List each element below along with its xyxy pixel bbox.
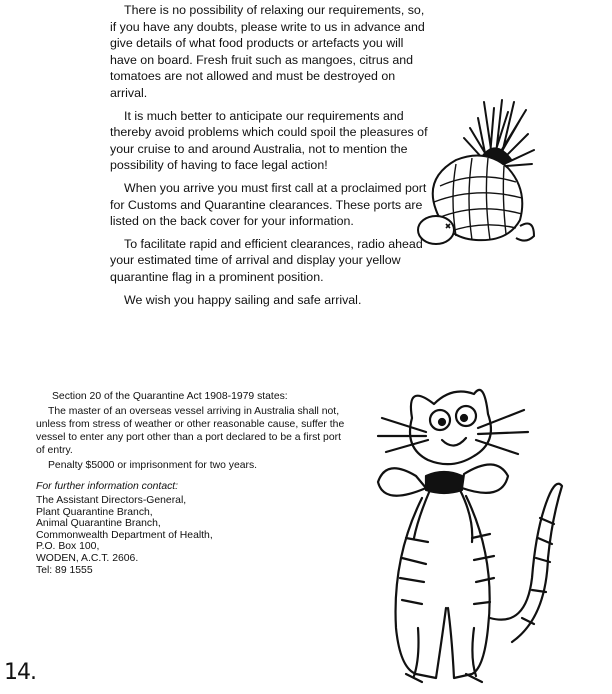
- paragraph-radio: To facilitate rapid and efficient clearances, radio ahead your estimated time of arrival and display your yellow quarantine flag in a prominent position.: [110, 236, 423, 284]
- paragraph-requirements: There is no possibility of relaxing our requirements, so, if you have any doubts, please write to us in advance and give details of what food products or artefacts you will have on board. Fresh fruit such as mangoes, citrus and tomatoes are not allowed and must be destroyed on arrival.: [110, 3, 425, 100]
- contact-line: The Assistant Directors-General,: [36, 495, 187, 506]
- contact-line: WODEN, A.C.T. 2606.: [36, 552, 139, 564]
- cat-with-bow-icon: [356, 378, 566, 688]
- paragraph-farewell: We wish you happy sailing and safe arrival.: [124, 292, 362, 307]
- notice-block: [36, 390, 348, 576]
- contact-line: Animal Quarantine Branch,: [36, 518, 161, 530]
- penalty-text: Penalty $5000 or imprisonment for two years.: [48, 460, 258, 471]
- paragraph-anticipate: It is much better to anticipate our requirements and thereby avoid problems which could spoil the pleasures of your cruise to and around Australia, not to mention the possibility of having to face legal action!: [110, 108, 428, 173]
- contact-line: Commonwealth Department of Health,: [36, 529, 213, 541]
- contact-line: P.O. Box 100,: [36, 541, 100, 553]
- contact-heading: For further information contact:: [36, 481, 179, 492]
- contact-line: Plant Quarantine Branch,: [36, 506, 153, 518]
- contact-phone: Tel: 89 1555: [36, 564, 93, 576]
- pineapple-character-icon: [416, 98, 536, 248]
- page-number: 14.: [4, 660, 36, 685]
- act-heading: Section 20 of the Quarantine Act 1908-1979 states:: [52, 391, 288, 402]
- act-text: The master of an overseas vessel arriving in Australia shall not, unless from stress of weather or other reasonable cause, suffer the vessel to enter any port other than a port declared to be a first port of entry.: [36, 406, 345, 456]
- main-text-block: [110, 2, 428, 314]
- paragraph-arrival: When you arrive you must first call at a proclaimed port for Customs and Quarantine clearances. These ports are listed on the back cover for your information.: [110, 180, 427, 229]
